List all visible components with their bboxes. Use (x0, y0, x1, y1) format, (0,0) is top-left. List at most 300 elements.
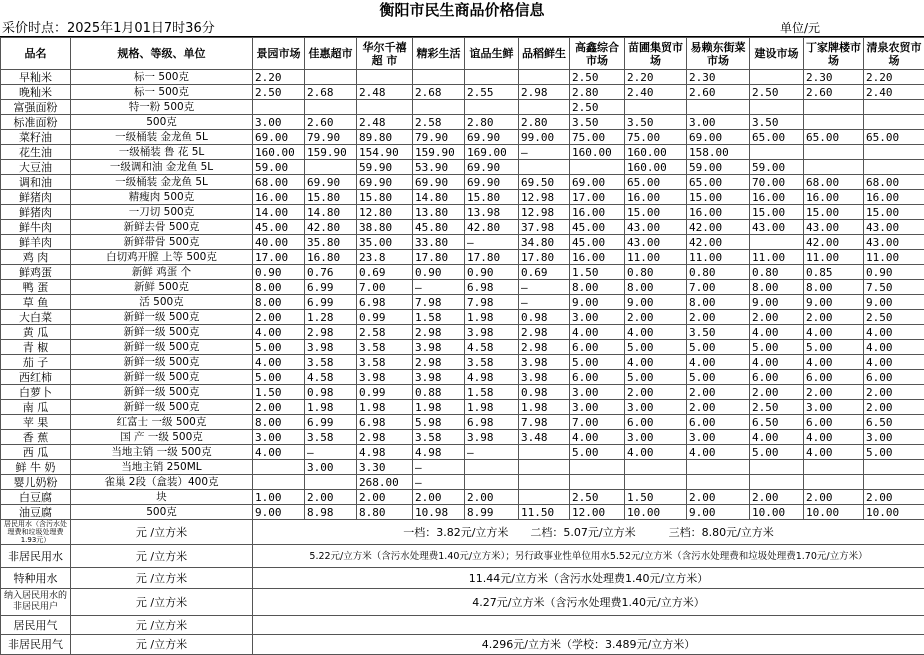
price-cell: 53.90 (413, 160, 465, 175)
price-cell: 3.58 (305, 430, 357, 445)
price-cell: 4.00 (864, 325, 924, 340)
price-cell: 3.58 (413, 430, 465, 445)
price-cell (687, 460, 750, 475)
utility-unit: 元 /立方米 (71, 545, 253, 568)
price-cell (253, 100, 305, 115)
price-cell: 1.28 (305, 310, 357, 325)
price-cell: 69.90 (465, 160, 519, 175)
price-cell: 2.00 (687, 490, 750, 505)
price-cell: 4.00 (687, 445, 750, 460)
table-row (1, 415, 924, 430)
price-cell: 7.98 (465, 295, 519, 310)
item-spec: 新鲜 500克 (71, 280, 253, 295)
price-cell: 42.00 (687, 235, 750, 250)
price-cell: 2.80 (519, 115, 570, 130)
item-name: 西 瓜 (1, 445, 71, 460)
price-cell: 3.00 (864, 430, 924, 445)
price-cell: 0.80 (750, 265, 804, 280)
price-cell (519, 460, 570, 475)
item-spec: 一级桶装 鲁 花 5L (71, 145, 253, 160)
price-cell: 5.00 (625, 370, 687, 385)
price-cell (804, 460, 864, 475)
price-cell: 2.00 (687, 400, 750, 415)
table-row (1, 205, 924, 220)
price-cell (750, 100, 804, 115)
price-cell: 4.00 (625, 445, 687, 460)
price-cell: 16.00 (804, 190, 864, 205)
price-cell (519, 100, 570, 115)
price-cell: 3.98 (519, 370, 570, 385)
price-cell: 11.50 (519, 505, 570, 520)
price-cell: 1.98 (465, 310, 519, 325)
price-cell: 268.00 (357, 475, 413, 490)
price-cell: 4.98 (413, 445, 465, 460)
price-cell (570, 160, 625, 175)
price-cell: 4.00 (864, 355, 924, 370)
item-name: 鲜牛肉 (1, 220, 71, 235)
price-cell: 15.00 (750, 205, 804, 220)
item-name: 花生油 (1, 145, 71, 160)
item-spec: 当地主销 一级 500克 (71, 445, 253, 460)
price-cell (625, 100, 687, 115)
price-cell: 9.00 (253, 505, 305, 520)
price-cell: 38.80 (357, 220, 413, 235)
price-cell: 4.00 (625, 355, 687, 370)
price-cell: 10.00 (750, 505, 804, 520)
price-cell: 2.00 (413, 490, 465, 505)
price-cell: 15.80 (357, 190, 413, 205)
price-cell: 4.98 (357, 445, 413, 460)
table-row (1, 70, 924, 85)
price-cell: — (465, 235, 519, 250)
price-cell: 1.98 (305, 400, 357, 415)
utility-name: 居民用水（含污水处理费和垃圾处理费1.93元） (1, 520, 71, 545)
price-cell: 6.00 (804, 415, 864, 430)
price-cell: 16.00 (570, 250, 625, 265)
price-cell: 43.00 (625, 220, 687, 235)
price-cell: 11.00 (804, 250, 864, 265)
utility-row (1, 545, 924, 568)
item-name: 鲜 牛 奶 (1, 460, 71, 475)
price-cell: 8.00 (253, 415, 305, 430)
price-cell: 45.00 (570, 220, 625, 235)
price-cell: 4.00 (750, 430, 804, 445)
price-cell: 65.00 (804, 130, 864, 145)
price-cell: 3.98 (519, 355, 570, 370)
price-cell: 42.00 (804, 235, 864, 250)
item-name: 大白菜 (1, 310, 71, 325)
price-cell: 2.20 (625, 70, 687, 85)
price-cell: 15.80 (465, 190, 519, 205)
table-row (1, 400, 924, 415)
price-cell: 2.68 (413, 85, 465, 100)
price-cell: 6.98 (357, 295, 413, 310)
price-cell: 0.90 (465, 265, 519, 280)
item-spec: 500克 (71, 115, 253, 130)
price-cell: 43.00 (750, 220, 804, 235)
price-cell: 0.90 (413, 265, 465, 280)
item-name: 油豆腐 (1, 505, 71, 520)
price-cell (357, 70, 413, 85)
price-cell: 2.30 (804, 70, 864, 85)
price-cell: 42.00 (687, 220, 750, 235)
price-cell (804, 100, 864, 115)
price-cell: 4.00 (570, 325, 625, 340)
utility-price: 一档：3.82元/立方米 二档：5.07元/立方米 三档：8.80元/立方米 (253, 520, 924, 545)
price-cell: 1.50 (253, 385, 305, 400)
price-cell: 16.00 (253, 190, 305, 205)
price-cell: 2.00 (357, 490, 413, 505)
price-cell: — (519, 280, 570, 295)
price-cell: 16.80 (305, 250, 357, 265)
price-cell (750, 235, 804, 250)
price-cell: 89.80 (357, 130, 413, 145)
price-cell: 5.00 (625, 340, 687, 355)
price-cell: 75.00 (570, 130, 625, 145)
price-cell: 2.00 (687, 385, 750, 400)
price-cell: 6.99 (305, 415, 357, 430)
price-cell: 16.00 (625, 190, 687, 205)
price-cell: 2.20 (253, 70, 305, 85)
price-cell: 2.00 (864, 385, 924, 400)
price-cell: 12.98 (519, 205, 570, 220)
price-cell: 6.50 (750, 415, 804, 430)
price-cell (253, 475, 305, 490)
item-name: 晚籼米 (1, 85, 71, 100)
price-cell: 4.00 (253, 355, 305, 370)
price-cell (570, 475, 625, 490)
utility-unit: 元 /立方米 (71, 589, 253, 616)
price-cell: 4.00 (864, 340, 924, 355)
table-row (1, 295, 924, 310)
price-cell: 1.50 (570, 265, 625, 280)
item-name: 鲜羊肉 (1, 235, 71, 250)
table-row (1, 490, 924, 505)
price-cell: 4.58 (465, 340, 519, 355)
item-name: 西红柿 (1, 370, 71, 385)
price-cell (519, 490, 570, 505)
price-cell: 1.00 (253, 490, 305, 505)
price-cell: 79.90 (413, 130, 465, 145)
item-name: 大豆油 (1, 160, 71, 175)
price-cell: 6.00 (570, 370, 625, 385)
price-cell: 6.99 (305, 295, 357, 310)
item-name: 菜籽油 (1, 130, 71, 145)
price-cell: 16.00 (864, 190, 924, 205)
price-cell: 2.00 (253, 400, 305, 415)
price-cell: 35.80 (305, 235, 357, 250)
item-spec: 一级调和油 金龙鱼 5L (71, 160, 253, 175)
item-name: 青 椒 (1, 340, 71, 355)
price-cell: 3.00 (687, 430, 750, 445)
price-cell: 7.00 (357, 280, 413, 295)
price-cell: 15.00 (625, 205, 687, 220)
price-cell: 2.98 (413, 355, 465, 370)
price-cell: 0.80 (687, 265, 750, 280)
price-cell (253, 460, 305, 475)
header-cell: 景园市场 (253, 38, 305, 70)
price-cell: 69.90 (305, 175, 357, 190)
price-cell: 2.00 (750, 310, 804, 325)
utility-price: 11.44元/立方米（含污水处理费1.40元/立方米） (253, 568, 924, 589)
price-cell: 65.00 (687, 175, 750, 190)
table-row (1, 355, 924, 370)
price-cell: 2.60 (305, 115, 357, 130)
price-cell (625, 460, 687, 475)
price-cell: 2.20 (864, 70, 924, 85)
price-cell: 6.98 (357, 415, 413, 430)
price-cell: 158.00 (687, 145, 750, 160)
price-cell: 2.00 (625, 385, 687, 400)
price-cell: 3.00 (570, 400, 625, 415)
price-cell: 16.00 (687, 205, 750, 220)
utility-price: 4.296元/立方米（学校：3.489元/立方米） (253, 635, 924, 655)
price-cell: 6.50 (864, 415, 924, 430)
price-cell: 15.00 (864, 205, 924, 220)
utility-name: 非居民用气 (1, 635, 71, 655)
price-cell: 42.80 (465, 220, 519, 235)
table-row (1, 340, 924, 355)
price-cell: 0.69 (519, 265, 570, 280)
price-cell (864, 145, 924, 160)
price-cell: 8.00 (253, 280, 305, 295)
price-cell (465, 475, 519, 490)
price-cell: 2.00 (804, 385, 864, 400)
item-spec: 新鲜一级 500克 (71, 325, 253, 340)
table-row (1, 100, 924, 115)
header-cell: 精彩生活 (413, 38, 465, 70)
price-cell: 6.00 (570, 340, 625, 355)
price-cell: 15.00 (687, 190, 750, 205)
price-cell: 2.48 (357, 115, 413, 130)
price-cell: 3.98 (413, 370, 465, 385)
price-cell: — (519, 145, 570, 160)
price-cell: 6.99 (305, 280, 357, 295)
price-cell: 65.00 (750, 130, 804, 145)
price-cell: 65.00 (625, 175, 687, 190)
price-cell: 8.98 (305, 505, 357, 520)
item-spec: 新鲜一级 500克 (71, 370, 253, 385)
utility-name: 特种用水 (1, 568, 71, 589)
price-cell: 2.00 (864, 400, 924, 415)
table-row (1, 160, 924, 175)
price-cell: 2.48 (357, 85, 413, 100)
price-cell: 3.58 (305, 355, 357, 370)
price-cell: 3.98 (465, 430, 519, 445)
price-cell: 2.50 (253, 85, 305, 100)
price-cell (864, 160, 924, 175)
price-cell: 59.00 (750, 160, 804, 175)
price-cell: 10.00 (864, 505, 924, 520)
item-spec: 红富士 一级 500克 (71, 415, 253, 430)
price-cell: 159.90 (413, 145, 465, 160)
price-cell: 3.00 (804, 400, 864, 415)
price-cell: 8.00 (750, 280, 804, 295)
price-cell: 59.90 (357, 160, 413, 175)
table-row (1, 85, 924, 100)
price-cell: 1.98 (413, 400, 465, 415)
price-cell: 9.00 (570, 295, 625, 310)
utility-price (253, 616, 924, 635)
price-cell: 9.00 (625, 295, 687, 310)
price-cell: 17.80 (519, 250, 570, 265)
price-cell: 45.00 (570, 235, 625, 250)
price-cell: 2.80 (465, 115, 519, 130)
price-cell: 7.00 (570, 415, 625, 430)
price-cell: 70.00 (750, 175, 804, 190)
item-name: 鲜猪肉 (1, 190, 71, 205)
utility-name: 居民用气 (1, 616, 71, 635)
price-cell: — (465, 445, 519, 460)
price-cell (465, 70, 519, 85)
price-cell: 79.90 (305, 130, 357, 145)
item-name: 早籼米 (1, 70, 71, 85)
price-cell: 11.00 (687, 250, 750, 265)
price-cell: 2.50 (570, 100, 625, 115)
price-cell: — (413, 280, 465, 295)
price-cell: 6.00 (625, 415, 687, 430)
table-row (1, 220, 924, 235)
utility-row (1, 568, 924, 589)
utility-unit: 元 /立方米 (71, 520, 253, 545)
price-cell: 3.00 (687, 115, 750, 130)
price-cell: 4.00 (253, 325, 305, 340)
price-cell (864, 475, 924, 490)
price-cell: — (413, 475, 465, 490)
price-cell: 99.00 (519, 130, 570, 145)
price-cell: 4.00 (804, 445, 864, 460)
item-spec: 雀巢 2段（盒装）400克 (71, 475, 253, 490)
header-cell: 佳惠超市 (305, 38, 357, 70)
price-cell: 8.00 (804, 280, 864, 295)
utility-price: 4.27元/立方米（含污水处理费1.40元/立方米） (253, 589, 924, 616)
item-name: 调和油 (1, 175, 71, 190)
price-cell: 1.58 (413, 310, 465, 325)
price-cell: 3.98 (465, 325, 519, 340)
price-cell: 68.00 (864, 175, 924, 190)
price-cell: 43.00 (864, 235, 924, 250)
header-cell: 华尔千禧超 市 (357, 38, 413, 70)
price-cell (519, 70, 570, 85)
price-cell: 2.98 (519, 340, 570, 355)
price-cell: 35.00 (357, 235, 413, 250)
price-cell: 9.00 (687, 505, 750, 520)
price-cell: 12.98 (519, 190, 570, 205)
price-cell: 69.90 (413, 175, 465, 190)
item-name: 鸡 肉 (1, 250, 71, 265)
price-cell: 75.00 (625, 130, 687, 145)
utility-unit: 元 /立方米 (71, 568, 253, 589)
item-spec: 新鲜一级 500克 (71, 355, 253, 370)
price-cell: 0.99 (357, 385, 413, 400)
utility-price: 5.22元/立方米（含污水处理费1.40元/立方米）；另行政事业性单位用水5.52元/立方米（含污水处理费和垃圾处理费1.70元/立方米） (253, 545, 924, 568)
price-cell: 8.99 (465, 505, 519, 520)
table-row (1, 145, 924, 160)
utility-name: 非居民用水 (1, 545, 71, 568)
price-cell (864, 460, 924, 475)
price-cell: 2.58 (357, 325, 413, 340)
price-cell: 5.98 (413, 415, 465, 430)
price-cell: 3.50 (570, 115, 625, 130)
price-cell (804, 115, 864, 130)
header-cell: 品稻鲜生 (519, 38, 570, 70)
price-cell (305, 100, 357, 115)
item-spec: 一级桶装 金龙鱼 5L (71, 175, 253, 190)
header-cell: 易赖东街菜市场 (687, 38, 750, 70)
price-cell: 69.00 (570, 175, 625, 190)
table-row (1, 310, 924, 325)
price-cell (413, 100, 465, 115)
price-cell: 2.50 (750, 400, 804, 415)
header-cell: 规格、等级、单位 (71, 38, 253, 70)
price-cell: 5.00 (864, 445, 924, 460)
utility-unit: 元 /立方米 (71, 635, 253, 655)
table-row (1, 370, 924, 385)
table-row (1, 175, 924, 190)
item-spec: 当地主销 250ML (71, 460, 253, 475)
price-cell: 3.30 (357, 460, 413, 475)
price-cell: 16.00 (570, 205, 625, 220)
price-cell: 12.00 (570, 505, 625, 520)
header-row (1, 38, 924, 70)
item-spec: 新鲜 鸡蛋 个 (71, 265, 253, 280)
price-cell: 2.00 (687, 310, 750, 325)
price-cell: 45.00 (253, 220, 305, 235)
item-name: 香 蕉 (1, 430, 71, 445)
item-spec: 精瘦肉 500克 (71, 190, 253, 205)
price-cell (465, 460, 519, 475)
price-cell: 0.98 (305, 385, 357, 400)
price-cell: 2.98 (305, 325, 357, 340)
price-cell: 42.80 (305, 220, 357, 235)
page-title: 衡阳市民生商品价格信息 (0, 0, 924, 20)
price-cell: 17.80 (465, 250, 519, 265)
price-cell: 3.50 (625, 115, 687, 130)
price-cell: 4.00 (750, 325, 804, 340)
price-cell: 5.00 (750, 445, 804, 460)
price-cell: 4.00 (804, 430, 864, 445)
price-cell: 4.58 (305, 370, 357, 385)
price-cell: 2.00 (750, 385, 804, 400)
price-cell: 2.68 (305, 85, 357, 100)
price-cell (465, 100, 519, 115)
price-cell: 2.58 (413, 115, 465, 130)
price-cell: 13.98 (465, 205, 519, 220)
price-cell: 6.00 (864, 370, 924, 385)
table-row (1, 115, 924, 130)
price-cell: 1.98 (465, 400, 519, 415)
price-cell (687, 100, 750, 115)
price-cell: 0.80 (625, 265, 687, 280)
price-cell (864, 115, 924, 130)
price-cell: 2.00 (305, 490, 357, 505)
price-cell: 15.80 (305, 190, 357, 205)
price-cell: 5.00 (570, 445, 625, 460)
table-row (1, 445, 924, 460)
price-cell: 6.00 (804, 370, 864, 385)
table-row (1, 505, 924, 520)
price-cell: 6.00 (687, 415, 750, 430)
item-name: 黄 瓜 (1, 325, 71, 340)
price-cell: 2.40 (864, 85, 924, 100)
item-spec: 标一 500克 (71, 70, 253, 85)
item-spec: 新鲜一级 500克 (71, 310, 253, 325)
header-cell: 高鑫综合市场 (570, 38, 625, 70)
price-cell: 37.98 (519, 220, 570, 235)
price-cell: 0.88 (413, 385, 465, 400)
price-cell (625, 475, 687, 490)
price-cell: 69.00 (253, 130, 305, 145)
